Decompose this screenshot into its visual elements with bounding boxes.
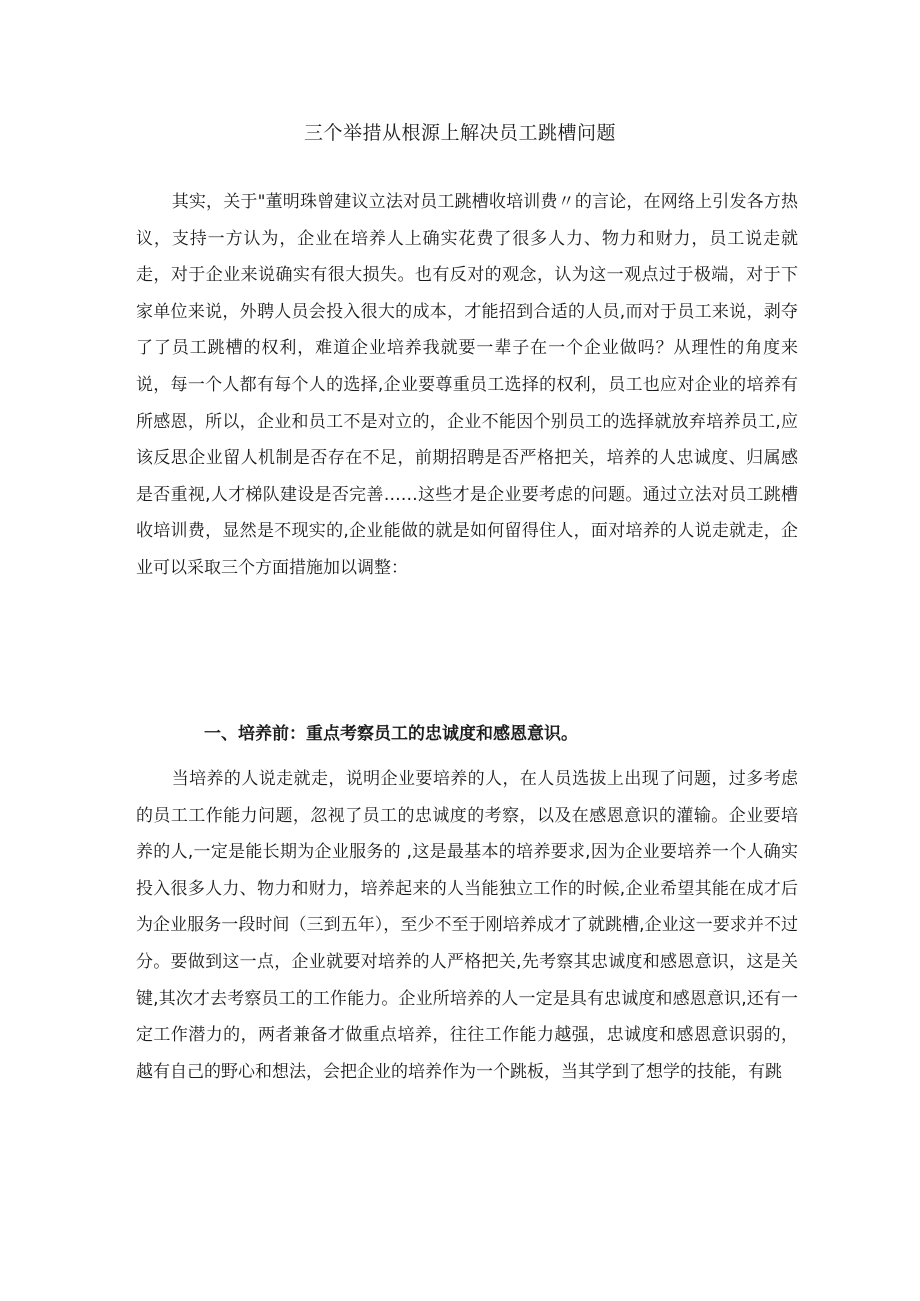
body-paragraph-section-1: 当培养的人说走就走，说明企业要培养的人，在人员选拔上出现了问题，过多考虑的员工工作能力问题，忽视了员工的忠诚度的考察，以及在感恩意识的灌输。企业要培养的人,一定是能长期为企业服务的 ,这是最基本的培养要求,因为企业要培养一个人确实投入很多人力、物力和财力，培养起来的人当能独立工作的时候,企业希望其能在成才后为企业服务一段时间（三到五年），至少不至于刚培养成才了就跳槽,企业这一要求并不过分。要做到这一点，企业就要对培养的人严格把关,先考察其忠诚度和感恩意识，这是关键,其次才去考察员工的工作能力。企业所培养的人一定是具有忠诚度和感恩意识,还有一定工作潜力的，两者兼备才做重点培养，往往工作能力越强，忠诚度和感恩意识弱的，越有自己的野心和想法，会把企业的培养作为一个跳板，当其学到了想学的技能，有跳 xyxy=(136,769,798,1082)
document-title: 三个举措从根源上解决员工跳槽问题 xyxy=(303,122,616,144)
section-heading-1: 一、培养前：重点考察员工的忠诚度和感恩意识。 xyxy=(204,724,578,744)
body-paragraph-intro: 其实，关于"董明珠曾建议立法对员工跳槽收培训费〃的言论，在网络上引发各方热议，支持一方认为，企业在培养人上确实花费了很多人力、物力和财力，员工说走就走，对于企业来说确实有很大损失。也有反对的观念，认为这一观点过于极端，对于下家单位来说，外聘人员会投入很大的成本，才能招到合适的人员,而对于员工来说，剥夺了了员工跳槽的权利，难道企业培养我就要一辈子在一个企业做吗？从理性的角度来说，每一个人都有每个人的选择,企业要尊重员工选择的权利，员工也应对企业的培养有所感恩，所以，企业和员工不是对立的，企业不能因个别员工的选择就放弃培养员工,应该反思企业留人机制是否存在不足，前期招聘是否严格把关，培养的人忠诚度、归属感是否重视,人才梯队建设是否完善……这些才是企业要考虑的问题。通过立法对员工跳槽收培训费，显然是不现实的,企业能做的就是如何留得住人，面对培养的人说走就走，企业可以采取三个方面措施加以调整： xyxy=(136,192,798,578)
